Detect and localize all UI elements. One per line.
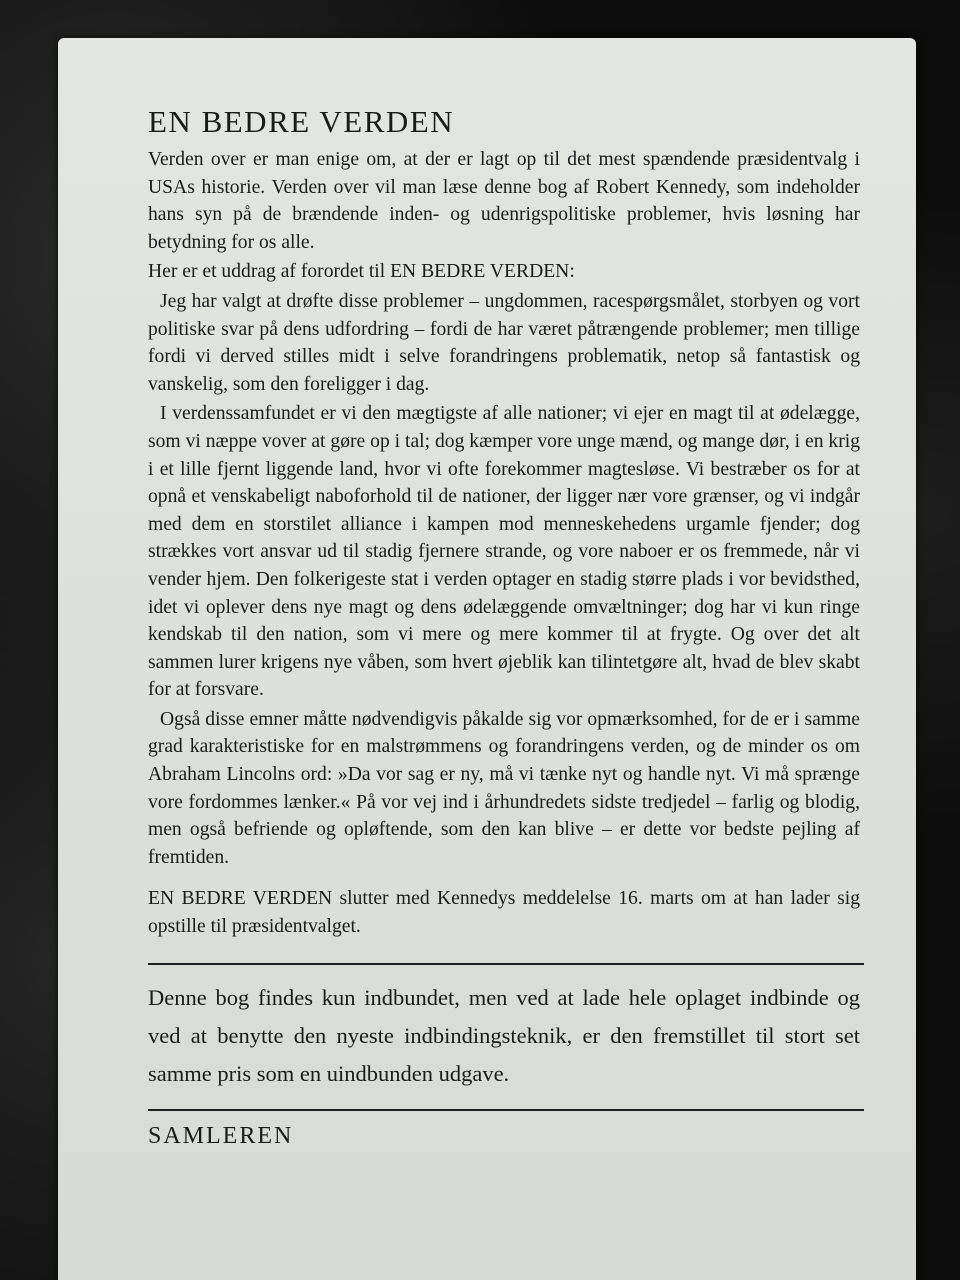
excerpt-lead: Her er et uddrag af forordet til EN BEDRE VERDEN: xyxy=(148,261,575,283)
divider-rule xyxy=(148,1109,864,1111)
divider-rule xyxy=(148,963,864,965)
binding-notice: Denne bog findes kun indbundet, men ved at lade hele oplaget indbinde og ved at benytte den nyeste indbindingsteknik, er den fremstillet til stort set samme pris som en uindbunden udgave. xyxy=(148,984,860,1086)
quote-paragraph: Jeg har valgt at drøfte disse problemer – ungdommen, racespørgsmålet, storbyen og vort politiske svar på dens udfordring – fordi de har været påtrængende problemer; men tillige fordi vi derved stilles midt i selve forandringens problematik, netop så fantastisk og vanskelig, som den foreligger i dag. xyxy=(148,290,860,395)
book-jacket-back xyxy=(58,38,916,1280)
closing-paragraph: EN BEDRE VERDEN slutter med Kennedys meddelelse 16. marts om at han lader sig opstille til præsidentvalget. xyxy=(148,888,860,938)
publisher-name: SAMLEREN xyxy=(148,1122,294,1149)
quote-paragraph: I verdenssamfundet er vi den mægtigste af alle nationer; vi ejer en magt til at ødelægge, som vi næppe vover at gøre op i tal; dog kæmper vore unge mænd, og mange dør, i en krig i et lille fjernt liggende land, hvor vi ofte forekommer magtesløse. Vi bestræber os for at opnå et venskabeligt naboforhold til de nationer, der ligger nær vore grænser, og vi indgår med dem en storstilet alliance i kampen mod menneskehedens urgamle fjender; dog strækkes vort ansvar ud til stadig fjernere strande, og vore naboer er os fremmede, når vi vender hjem. Den folkerigeste stat i verden optager en stadig større plads i vor bevidsthed, idet vi oplever dens nye magt og dens ødelæggende omvæltninger; dog har vi kun ringe kendskab til den nation, som vi mere og mere kommer til at frygte. Og over det alt sammen lurer krigens nye våben, som hvert øjeblik kan tilintetgøre alt, hvad de blev skabt for at forsvare. xyxy=(148,403,860,701)
book-title: EN BEDRE VERDEN xyxy=(148,104,455,139)
intro-paragraph: Verden over er man enige om, at der er lagt op til det mest spændende præsidentvalg i USAs historie. Verden over vil man læse denne bog af Robert Kennedy, som indeholder hans syn på de brændende inden- og udenrigspolitiske problemer, hvis løsning har betydning for os alle. xyxy=(148,149,860,253)
jacket-text-block xyxy=(148,104,860,1150)
quote-paragraph: Også disse emner måtte nødvendigvis påkalde sig vor opmærksomhed, for de er i samme grad karakteristiske for en malstrømmens og forandringens verden, og de minder os om Abraham Lincolns ord: »Da vor sag er ny, må vi tænke nyt og handle nyt. Vi må sprænge vore fordommes lænker.« På vor vej ind i århundredets sidste tredjedel – farlig og blodig, men også befriende og opløftende, som den kan blive – er dette vor bedste pejling af fremtiden. xyxy=(148,708,860,868)
spacer xyxy=(148,871,860,885)
